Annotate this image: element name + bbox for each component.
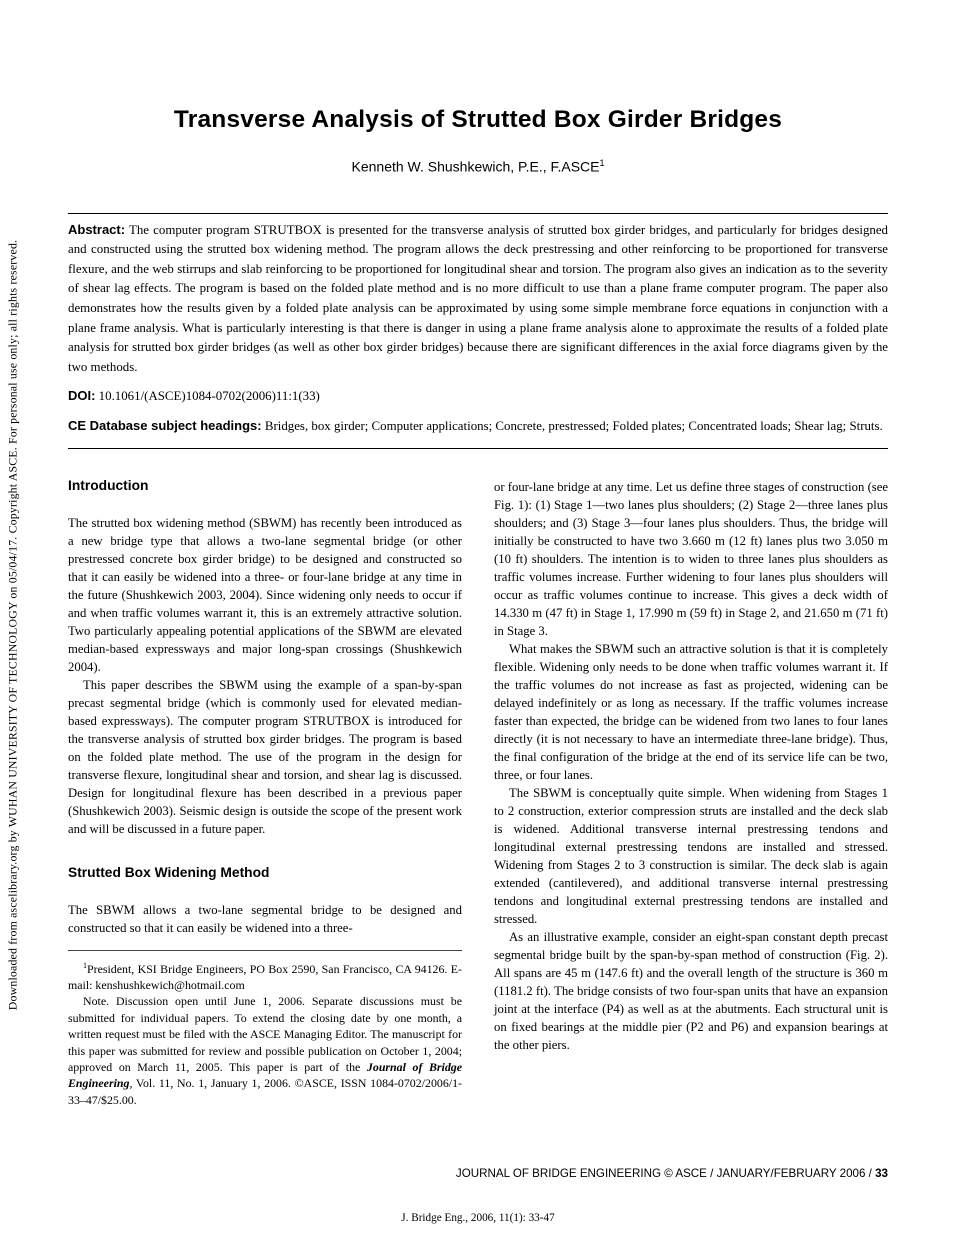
ce-label: CE Database subject headings: [68,418,262,433]
ce-subject-headings [68,416,888,437]
paper-title: Transverse Analysis of Strutted Box Girder Bridges [173,106,783,133]
intro-paragraph-2: This paper describes the SBWM using the example of a span-by-span precast segmental bridge (which is commonly used for elevated median-based expressways). The computer program STRUTBOX is introduced for the transverse analysis of strutted box girder bridges. The program is based on the folded plate method. The use of the program in the design for transverse flexure, longitudinal shear and torsion, and shear lag is discussed. Design for longitudinal flexure has been described in a previous paper (Shushkewich 2003). Seismic design is outside the scope of the present work and will be discussed in a future paper. [68,677,462,836]
download-watermark: Downloaded from ascelibrary.org by WUHAN UNIVERSITY OF TECHNOLOGY on 05/04/17. Copyright ASCE. For personal use only; all rights reserved. [5,239,20,1011]
author-line [68,158,888,175]
footnote-note-pre: Note. Discussion open until June 1, 2006. Separate discussions must be submitted for individual papers. To extend the closing date by one month, a written request must be filed with the ASCE Managing Editor. The manuscript for this paper was submitted for review and possible publication on October 1, 2004; approved on March 11, 2005. This paper is part of the [68,994,462,1074]
footnote-journal-name: Journal of Bridge Engineering [68,1060,463,1091]
abstract-paragraph [68,220,888,378]
right-paragraph-2: What makes the SBWM such an attractive solution is that it is completely flexible. Widening only needs to be done when traffic volumes warrant it. If the traffic volumes do not increase as fast as projected, widening can be delayed indefinitely or as long as necessary. If the traffic volumes increase faster than expected, the bridge can be widened from two lanes to four lanes directly (it is not necessary to have an intermediate three-lane bridge). Thus, the final configuration of the bridge at the end of its service life can be two, three, or four lanes. [494,641,888,782]
intro-paragraph-1: The strutted box widening method (SBWM) has recently been introduced as a new bridge type that allows a two-lane segmental bridge (or other prestressed concrete box girder bridge) to be designed and constructed so that it can easily be widened into a three- or four-lane bridge at any time in the future (Shushkewich 2003, 2004). Since widening only needs to occur if and when traffic volumes warrant it, this is an extremely attractive solution. Two particularly appealing potential applications of the SBWM are elevated median-based expressways and major long-span crossings (Shushkewich 2004). [68,515,462,674]
front-matter [68,220,888,437]
right-paragraph-4: As an illustrative example, consider an eight-span constant depth precast segmental bridge built by the span-by-span method of construction (Fig. 2). All spans are 45 m (147.6 ft) and the overall length of the structure is 360 m (1181.2 ft). The bridge consists of two four-span units that have an expansion joint at the interface (P4) as well as at the abutments. Each structural unit is on fixed bearings at the middle pier (P2 and P6) and expansion bearings at the other piers. [494,929,888,1052]
heading-strutted-box-widening-method: Strutted Box Widening Method [68,864,270,880]
abstract-text: The computer program STRUTBOX is presented for the transverse analysis of strutted box girder bridges, and particularly for bridges designed and constructed using the strutted box widening method. The program allows the deck prestressing and other reinforcing to be proportioned for transverse flexure, and the web stirrups and slab reinforcing to be proportioned for longitudinal shear and torsion. The program also gives an indication as to the severity of shear lag effects. The program is based on the folded plate method and is no more difficult to use than a plane frame computer program. The paper also demonstrates how the results given by a folded plate analysis can be approximated by using some simple membrane force equations in conjunction with a plane frame analysis. What is particularly interesting is that there is danger in using a plane frame analysis alone to approximate the results of a folded plate analysis for strutted box girder bridges (as well as other box girder bridges) because there are significant differences in the axial force diagrams given by the two methods. [68,222,888,374]
doi-line [68,386,888,407]
footer-journal-text: JOURNAL OF BRIDGE ENGINEERING © ASCE / JANUARY/FEBRUARY 2006 / [455,1167,876,1180]
two-column-body [68,478,888,1109]
sbwm-paragraph-1: The SBWM allows a two-lane segmental bridge to be designed and constructed so that it can easily be widened into a three- [68,902,462,935]
doi-label: DOI: [68,388,96,404]
heading-introduction: Introduction [68,477,149,493]
footnote-note-post: , Vol. 11, No. 1, January 1, 2006. ©ASCE, ISSN 1084-0702/2006/1-33–47/$25.00. [68,1076,462,1107]
right-column [494,478,888,1109]
left-column [68,478,462,1109]
bottom-citation: J. Bridge Eng., 2006, 11(1): 33-47 [401,1212,555,1224]
abstract-label: Abstract: [68,221,126,237]
abstract-top-rule [68,213,888,214]
right-paragraph-3: The SBWM is conceptually quite simple. When widening from Stages 1 to 2 construction, exterior compression struts are installed and the deck slab is widened. Additional transverse internal prestressing tendons and longitudinal external prestressing tendons are installed and stressed. Widening from Stages 2 to 3 construction is similar. The deck slab is again extended (cantilevered), and additional transverse internal prestressing tendons and longitudinal external prestressing tendons are installed and stressed. [494,785,888,926]
footnote-marker: 1 [83,960,87,970]
ce-text: Bridges, box girder; Computer applications; Concrete, prestressed; Folded plates; Concentrated loads; Shear lag; Struts. [261,419,883,433]
front-matter-bottom-rule [68,448,888,449]
footer-page-number: 33 [875,1167,888,1180]
author-footnote-marker: 1 [599,158,605,168]
page-content [68,0,888,1224]
footnote-affiliation-text: President, KSI Bridge Engineers, PO Box 2590, San Francisco, CA 94126. E-mail: kenshushkewich@hotmail.com [68,961,462,992]
doi-value: 10.1061/(ASCE)1084-0702(2006)11:1(33) [95,389,320,404]
running-footer [456,1167,888,1180]
footnote-note [68,993,462,1108]
footnote-block [68,950,462,1109]
author-name: Kenneth W. Shushkewich, P.E., F.ASCE [351,158,600,175]
right-paragraph-1: or four-lane bridge at any time. Let us define three stages of construction (see Fig. 1): (1) Stage 1—two lanes plus shoulders; (2) Stage 2—three lanes plus shoulders; and (3) Stage 3—four lanes plus shoulders. Thus, the bridge will initially be constructed to have two 3.660 m (12 ft) lanes plus two 3.050 m (10 ft) shoulders. The intention is to widen to three lanes plus shoulders as traffic volumes increase. Further widening to four lanes plus shoulders will occur as traffic volumes continue to increase. This gives a deck width of 14.330 m (47 ft) in Stage 1, 17.990 m (59 ft) in Stage 2, and 21.650 m (71 ft) in Stage 3. [494,479,888,638]
footnote-affiliation [68,958,462,994]
